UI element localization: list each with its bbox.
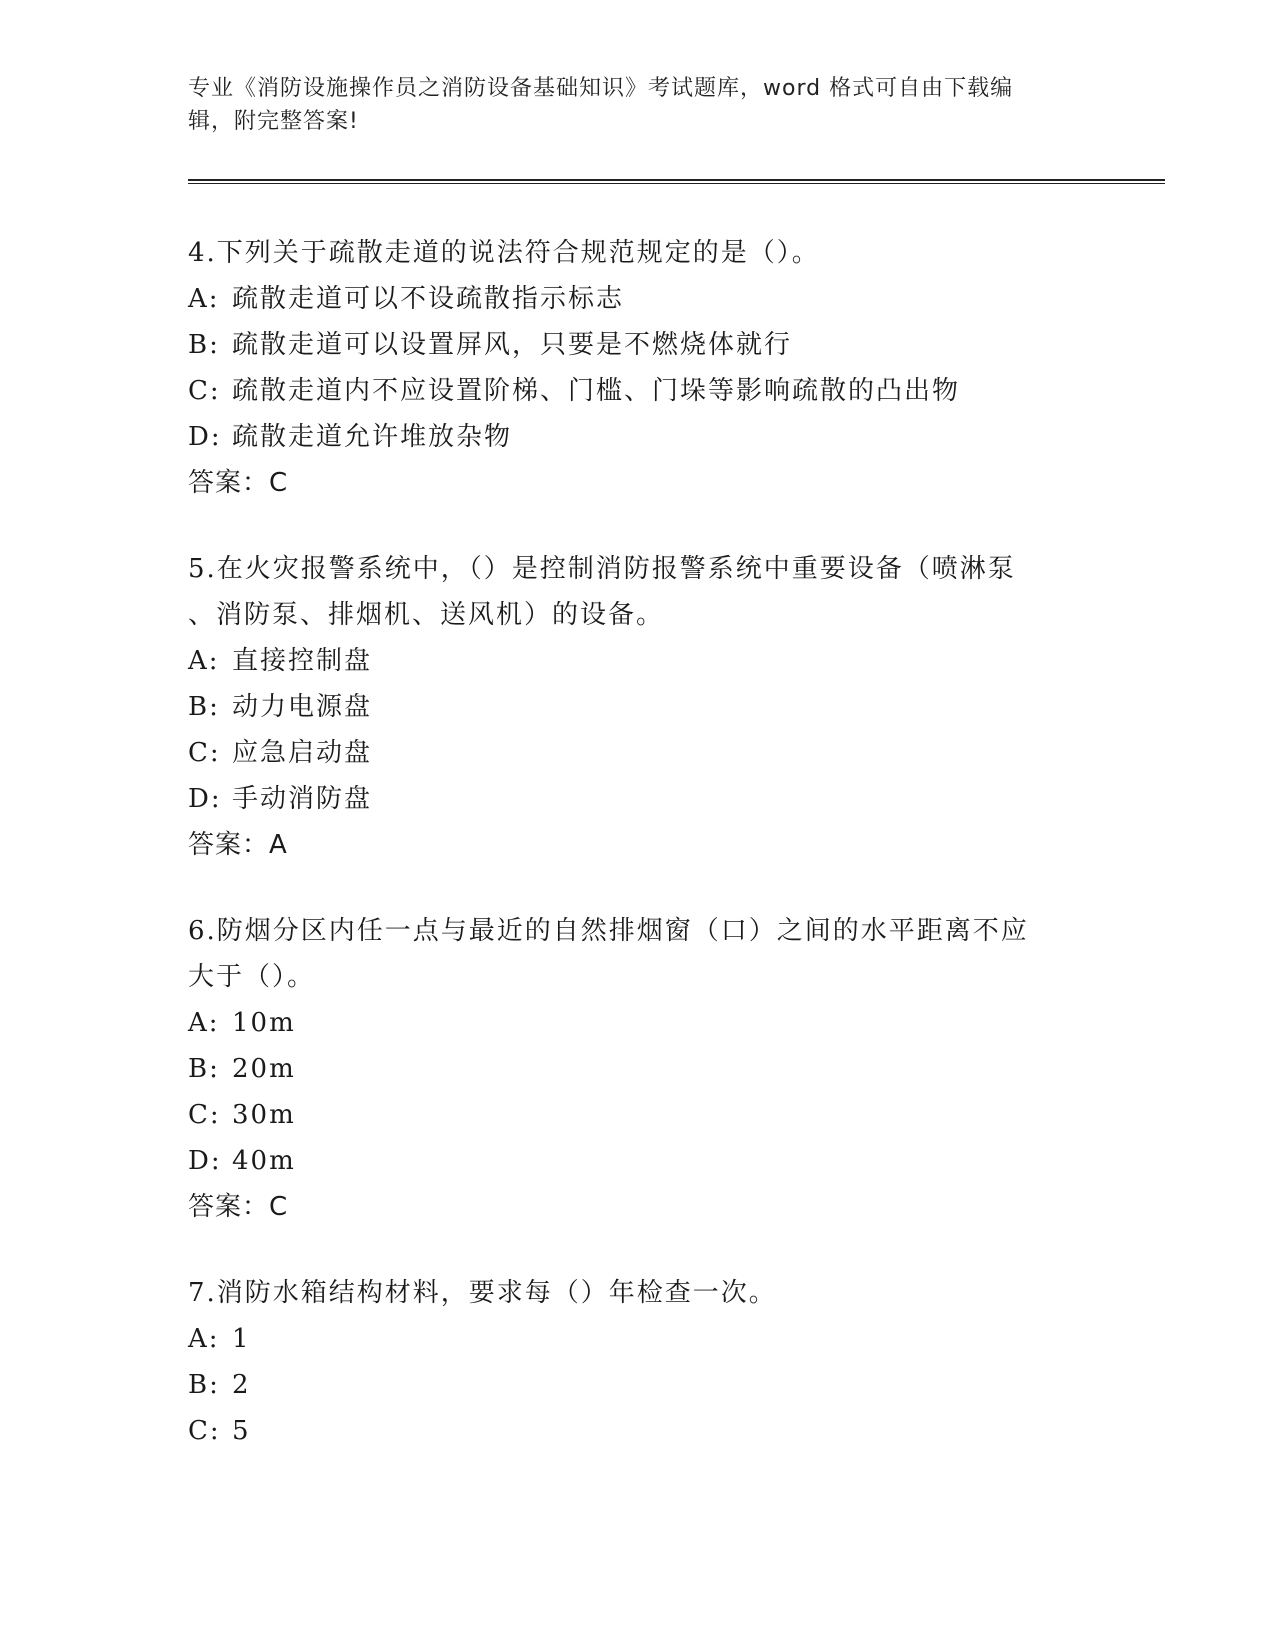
option-b <box>188 1362 1088 1408</box>
option-letter: C: <box>188 1416 221 1446</box>
option-text: 40m <box>232 1146 296 1176</box>
option-letter: A: <box>188 1324 220 1354</box>
option-letter: A: <box>188 646 220 676</box>
option-letter: A: <box>188 284 220 314</box>
option-letter: D: <box>188 422 222 452</box>
answer-line: 答案：C <box>188 1192 289 1222</box>
option-text: 5 <box>232 1416 251 1446</box>
option-letter: D: <box>188 784 222 814</box>
option-text: 疏散走道可以设置屏风，只要是不燃烧体就行 <box>232 330 793 360</box>
option-text: 1 <box>232 1324 251 1354</box>
option-letter: C: <box>188 1100 221 1130</box>
option-text: 手动消防盘 <box>232 784 373 814</box>
option-d <box>188 414 1088 460</box>
question-stem: 7.消防水箱结构材料，要求每（）年检查一次。 <box>188 1278 777 1308</box>
question-5 <box>188 546 1088 868</box>
question-stem-line-1: 5.在火灾报警系统中，（）是控制消防报警系统中重要设备（喷淋泵 <box>188 554 1016 584</box>
option-text: 疏散走道允许堆放杂物 <box>232 422 513 452</box>
option-c <box>188 1092 1088 1138</box>
option-text: 直接控制盘 <box>232 646 373 676</box>
option-letter: B: <box>188 692 220 722</box>
option-text: 30m <box>232 1100 296 1130</box>
header-line-1: 专业《消防设施操作员之消防设备基础知识》考试题库，word 格式可自由下载编 <box>188 76 1014 101</box>
option-text: 疏散走道可以不设疏散指示标志 <box>232 284 625 314</box>
option-text: 2 <box>232 1370 251 1400</box>
option-b <box>188 684 1088 730</box>
header-line-2: 辑，附完整答案! <box>188 109 359 134</box>
question-4 <box>188 230 1088 506</box>
option-d <box>188 1138 1088 1184</box>
option-a <box>188 638 1088 684</box>
option-text: 10m <box>232 1008 296 1038</box>
option-text: 20m <box>232 1054 296 1084</box>
answer-line: 答案：C <box>188 468 289 498</box>
option-letter: A: <box>188 1008 220 1038</box>
option-letter: C: <box>188 376 221 406</box>
document-header <box>188 72 1068 138</box>
option-letter: D: <box>188 1146 222 1176</box>
question-6 <box>188 908 1088 1230</box>
option-text: 动力电源盘 <box>232 692 373 722</box>
question-stem-line-2: 、消防泵、排烟机、送风机）的设备。 <box>188 600 665 630</box>
option-b <box>188 322 1088 368</box>
option-c <box>188 730 1088 776</box>
answer-line: 答案：A <box>188 830 288 860</box>
question-stem: 4.下列关于疏散走道的说法符合规范规定的是（）。 <box>188 238 820 268</box>
option-c <box>188 1408 1088 1454</box>
option-letter: B: <box>188 330 220 360</box>
option-a <box>188 1000 1088 1046</box>
option-a <box>188 276 1088 322</box>
header-divider-thick <box>188 179 1165 181</box>
question-stem-line-2: 大于（）。 <box>188 962 316 992</box>
question-list <box>188 230 1088 1494</box>
option-text: 疏散走道内不应设置阶梯、门槛、门垛等影响疏散的凸出物 <box>232 376 961 406</box>
option-letter: B: <box>188 1054 220 1084</box>
option-a <box>188 1316 1088 1362</box>
option-letter: B: <box>188 1370 220 1400</box>
option-d <box>188 776 1088 822</box>
option-c <box>188 368 1088 414</box>
option-text: 应急启动盘 <box>232 738 373 768</box>
option-b <box>188 1046 1088 1092</box>
option-letter: C: <box>188 738 221 768</box>
header-divider-thin <box>188 183 1165 184</box>
question-7 <box>188 1270 1088 1454</box>
question-stem-line-1: 6.防烟分区内任一点与最近的自然排烟窗（口）之间的水平距离不应 <box>188 916 1029 946</box>
